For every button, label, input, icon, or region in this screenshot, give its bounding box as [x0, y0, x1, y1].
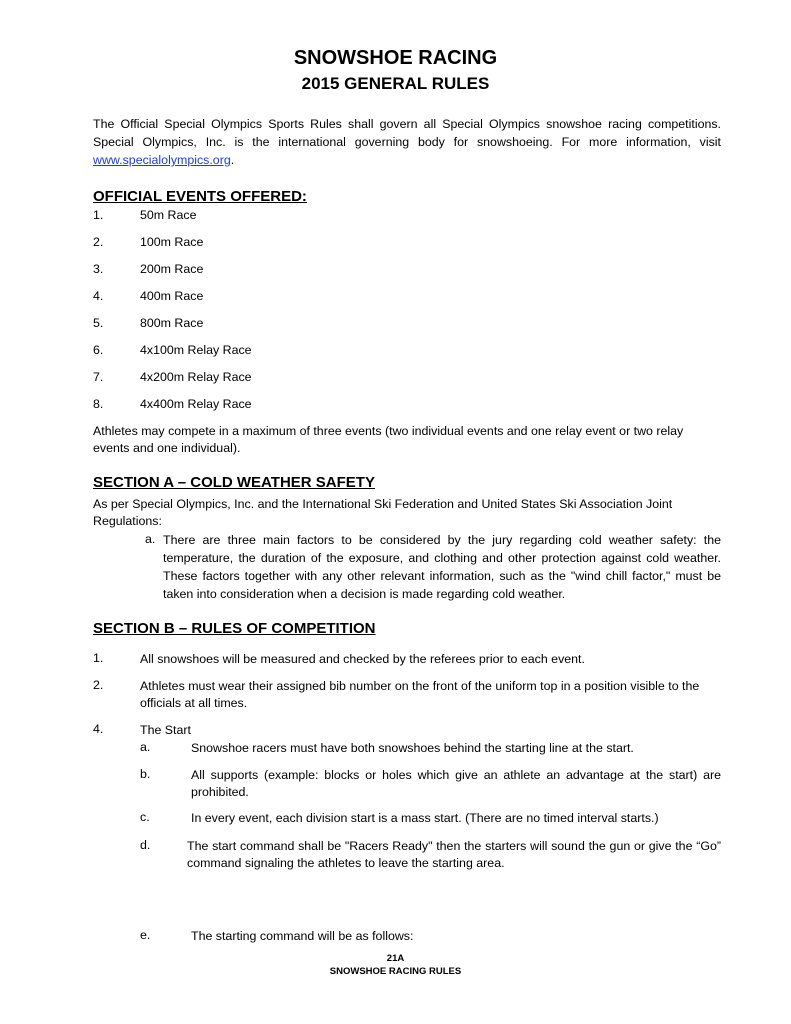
event-label: 4x100m Relay Race	[140, 343, 252, 357]
rule-text: Athletes must wear their assigned bib number on the front of the uniform top in a position visible to the officials at all times.	[140, 679, 700, 710]
event-label: 4x400m Relay Race	[140, 397, 252, 411]
rule-number: 2.	[93, 678, 104, 692]
event-label: 4x200m Relay Race	[140, 370, 252, 384]
start-item-letter: c.	[140, 810, 150, 824]
event-number: 5.	[93, 316, 104, 330]
events-heading: OFFICIAL EVENTS OFFERED:	[93, 188, 307, 205]
event-label: 100m Race	[140, 235, 204, 249]
section-a-heading: SECTION A – COLD WEATHER SAFETY	[93, 474, 375, 491]
start-item-text: Snowshoe racers must have both snowshoes behind the starting line at the start.	[191, 741, 634, 755]
intro-paragraph	[93, 115, 721, 169]
page-number: 21A	[386, 953, 405, 964]
page-subtitle: 2015 GENERAL RULES	[301, 74, 490, 93]
section-a-item-text: There are three main factors to be considered by the jury regarding cold weather safety: the temperature, the duration of the exposure, and clothing and other protection against cold weather. These factors together with any other relevant information, such as the "wind chill factor," must be taken into consideration when a decision is made regarding cold weather.	[163, 533, 721, 601]
event-label: 200m Race	[140, 262, 204, 276]
event-label: 50m Race	[140, 208, 197, 222]
event-label: 400m Race	[140, 289, 204, 303]
section-b-heading: SECTION B – RULES OF COMPETITION	[93, 620, 376, 637]
start-item-letter: d.	[140, 838, 151, 852]
event-label: 800m Race	[140, 316, 204, 330]
start-item-text: All supports (example: blocks or holes which give an athlete an advantage at the start) are prohibited.	[191, 768, 721, 799]
intro-after-link: .	[230, 153, 235, 167]
rule-number: 1.	[93, 651, 104, 665]
start-item-letter: a.	[140, 740, 151, 754]
start-item-text: In every event, each division start is a mass start. (There are no timed interval starts.)	[191, 811, 659, 825]
rule-text: All snowshoes will be measured and checked by the referees prior to each event.	[140, 652, 585, 666]
rule-text: The Start	[140, 723, 191, 737]
start-item-text: The starting command will be as follows:	[191, 929, 414, 943]
section-a-item-letter: a.	[145, 532, 156, 546]
rule-number: 4.	[93, 722, 104, 736]
intro-text: The Official Special Olympics Sports Rules shall govern all Special Olympics snowshoe racing competitions. Special Olympics, Inc. is the international governing body for snowshoeing. For more information, visit	[93, 117, 721, 149]
event-number: 3.	[93, 262, 104, 276]
start-item-letter: e.	[140, 928, 151, 942]
footer-label: SNOWSHOE RACING RULES	[329, 966, 462, 977]
start-item-text: The start command shall be "Racers Ready" then the starters will sound the gun or give the “Go” command signaling the athletes to leave the starting area.	[187, 839, 721, 870]
event-number: 7.	[93, 370, 104, 384]
event-number: 4.	[93, 289, 104, 303]
event-number: 2.	[93, 235, 104, 249]
specialolympics-link[interactable]: www.specialolympics.org	[93, 153, 231, 167]
page-title: SNOWSHOE RACING	[293, 47, 498, 69]
event-number: 1.	[93, 208, 104, 222]
section-a-intro: As per Special Olympics, Inc. and the International Ski Federation and United States Ski Association Joint Regulations:	[93, 497, 673, 528]
event-number: 8.	[93, 397, 104, 411]
start-item-letter: b.	[140, 767, 151, 781]
events-note: Athletes may compete in a maximum of three events (two individual events and one relay event or two relay events and one individual).	[93, 424, 684, 455]
event-number: 6.	[93, 343, 104, 357]
